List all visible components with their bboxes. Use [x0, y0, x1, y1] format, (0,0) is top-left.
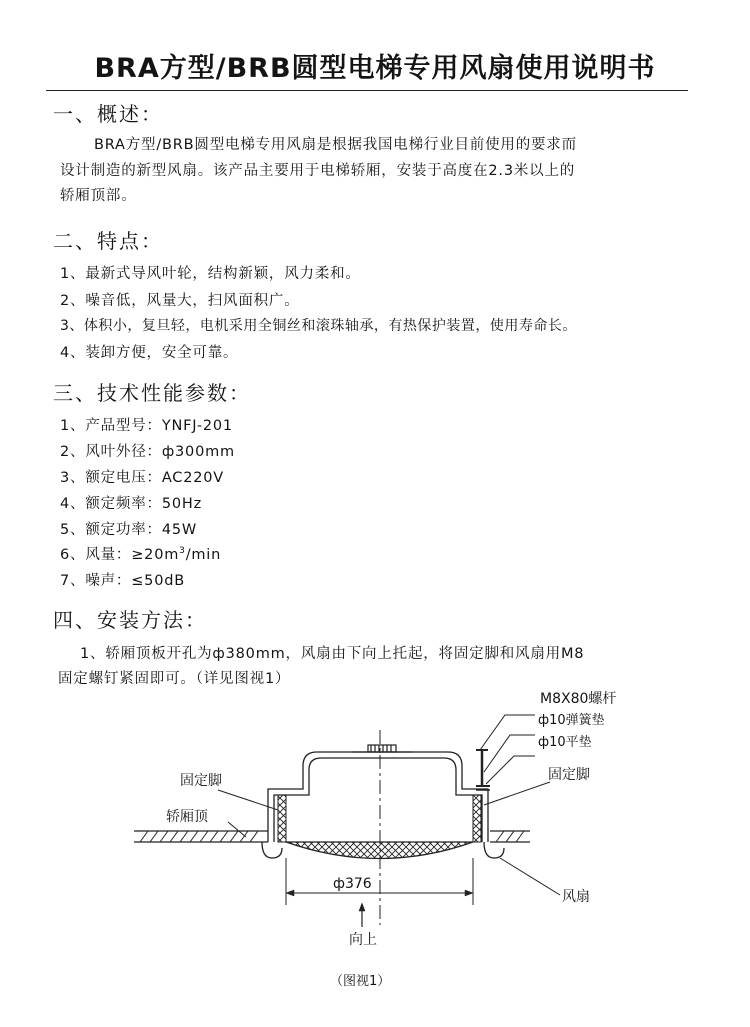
overview-line-3: 轿厢顶部。 — [60, 188, 137, 204]
bracket-right-strip — [473, 795, 481, 842]
roof-label: 轿厢顶 — [166, 809, 208, 825]
airflow-suffix: /min — [185, 547, 222, 563]
document-title: BRA方型/BRB圆型电梯专用风扇使用说明书 — [94, 53, 656, 84]
leader-fan — [500, 858, 560, 895]
fan-label: 风扇 — [562, 889, 590, 905]
spring-washer-label: ф10弹簧垫 — [538, 713, 605, 728]
install-line-2: 固定螺钉紧固即可。（详见图视1） — [58, 671, 291, 687]
overview-line-1: BRA方型/BRB圆型电梯专用风扇是根据我国电梯行业目前使用的要求而 — [94, 137, 577, 153]
airflow-sup: 3 — [179, 546, 186, 557]
diameter-label: ф376 — [333, 876, 372, 892]
feature-item-4: 4、装卸方便，安全可靠。 — [60, 345, 239, 361]
left-hook — [262, 842, 282, 858]
figure-caption: （图视1） — [330, 974, 391, 989]
spec-item-5: 5、额定功率：45W — [60, 522, 198, 538]
spec-item-2: 2、风叶外径：ф300mm — [60, 444, 235, 460]
up-arrow-icon — [359, 903, 365, 927]
leader-bracket-right — [484, 782, 550, 805]
feature-item-2: 2、噪音低，风量大，扫风面积广。 — [60, 293, 300, 309]
bolt-label: M8X80螺杆 — [540, 691, 617, 707]
install-line-1: 1、轿厢顶板开孔为ф380mm，风扇由下向上托起，将固定脚和风扇用M8 — [80, 646, 585, 662]
flat-washer-label: ф10平垫 — [538, 735, 592, 750]
car-roof-right — [490, 831, 530, 842]
leader-bracket-left — [218, 790, 278, 810]
car-roof-left — [134, 831, 268, 842]
leader-flat-washer — [486, 756, 535, 784]
spec-item-3: 3、额定电压：AC220V — [60, 470, 225, 486]
leader-bolt — [480, 715, 535, 750]
overview-line-2: 设计制造的新型风扇。该产品主要用于电梯轿厢，安装于高度在2.3米以上的 — [60, 163, 576, 179]
bracket-right-label: 固定脚 — [548, 767, 590, 783]
features-heading: 二、特点： — [53, 229, 163, 253]
leader-lines — [218, 715, 560, 895]
leader-roof — [228, 822, 246, 837]
up-label: 向上 — [349, 932, 377, 948]
spec-item-1: 1、产品型号：YNFJ-201 — [60, 418, 233, 434]
install-heading: 四、安装方法： — [53, 608, 207, 632]
fan-housing — [268, 752, 488, 842]
feature-item-3: 3、体积小，复旦轻，电机采用全铜丝和滚珠轴承，有热保护装置，使用寿命长。 — [60, 318, 577, 334]
right-hook — [484, 842, 504, 858]
spec-item-7: 7、噪声：≤50dB — [60, 573, 185, 589]
airflow-prefix: 6、风量：≥20m — [60, 547, 180, 563]
overview-heading: 一、概述： — [53, 102, 163, 126]
bracket-left-label: 固定脚 — [180, 773, 222, 789]
leader-spring-washer — [484, 735, 535, 772]
feature-item-1: 1、最新式导风叶轮，结构新颖，风力柔和。 — [60, 266, 361, 282]
bolt-icon — [476, 750, 490, 790]
bracket-left-strip — [278, 795, 286, 842]
spec-item-4: 4、额定频率：50Hz — [60, 496, 202, 512]
motor-cap — [352, 745, 412, 752]
specs-heading: 三、技术性能参数： — [53, 381, 251, 405]
